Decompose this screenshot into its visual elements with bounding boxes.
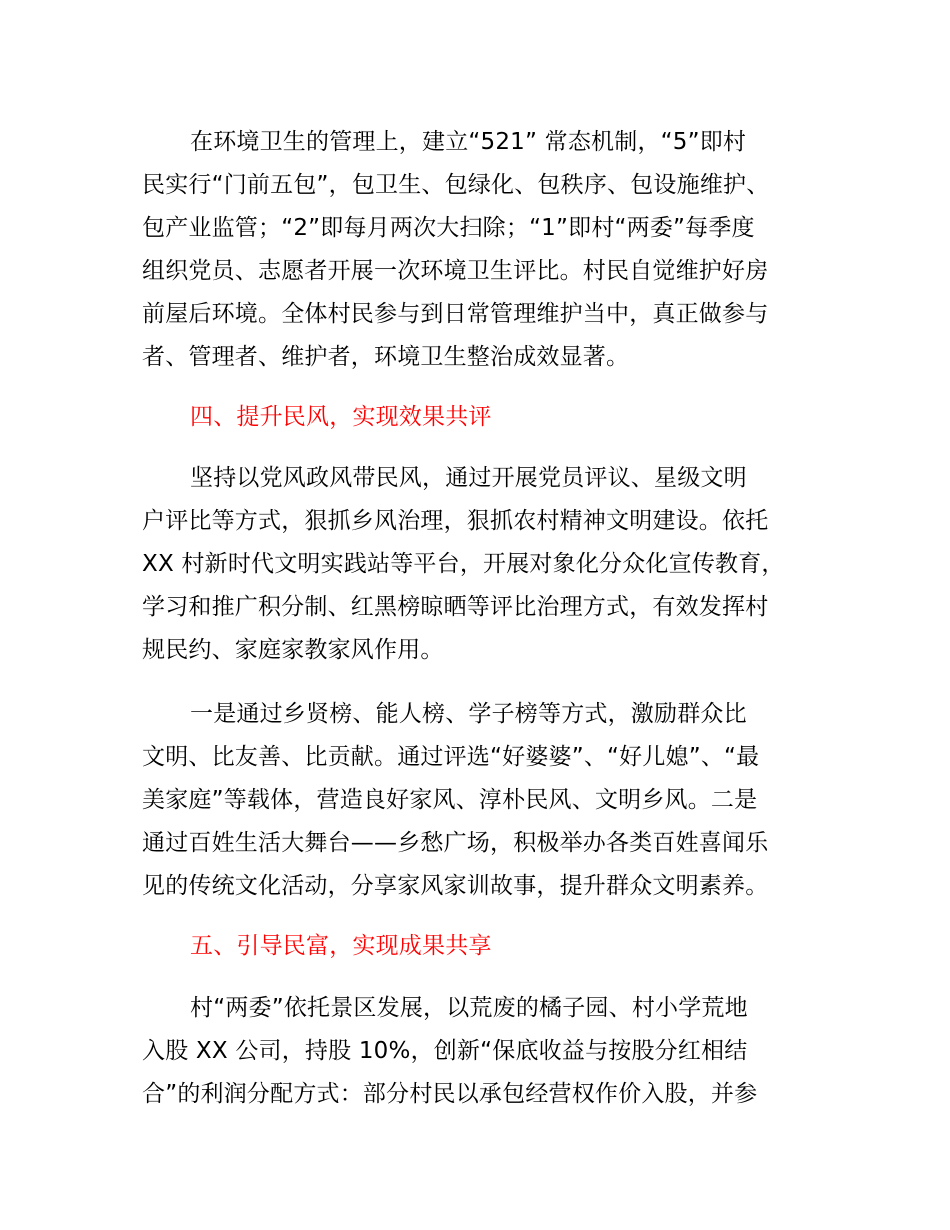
paragraph-1-line-5: 前屋后环境。全体村民参与到日常管理维护当中，真正做参与 — [142, 301, 769, 327]
paragraph-1-line-6: 者、管理者、维护者，环境卫生整治成效显著。 — [142, 344, 630, 370]
paragraph-4-line-1: 村“两委”依托景区发展，以荒废的橘子园、村小学荒地 — [190, 995, 748, 1021]
paragraph-1-line-3: 包产业监管；“2”即每月两次大扫除；“1”即村“两委”每季度 — [142, 215, 755, 241]
paragraph-1-line-2: 民实行“门前五包”，包卫生、包绿化、包秩序、包设施维护、 — [142, 172, 770, 198]
paragraph-3-line-1: 一是通过乡贤榜、能人榜、学子榜等方式，激励群众比 — [190, 701, 747, 727]
section-heading-5: 五、引导民富，实现成果共享 — [190, 933, 492, 959]
paragraph-1-line-4: 组织党员、志愿者开展一次环境卫生评比。村民自觉维护好房 — [142, 258, 769, 284]
section-heading-4: 四、提升民风，实现效果共评 — [190, 404, 492, 430]
paragraph-2-line-2: 户评比等方式，狠抓乡风治理，狠抓农村精神文明建设。依托 — [142, 508, 769, 534]
paragraph-4-line-3: 合”的利润分配方式：部分村民以承包经营权作价入股，并参 — [142, 1081, 758, 1107]
paragraph-3-line-4: 通过百姓生活大舞台——乡愁广场，积极举办各类百姓喜闻乐 — [142, 830, 769, 856]
paragraph-1-line-1: 在环境卫生的管理上，建立“521” 常态机制，“5”即村 — [190, 129, 747, 155]
paragraph-3-line-2: 文明、比友善、比贡献。通过评选“好婆婆”、“好儿媳”、“最 — [142, 744, 760, 770]
paragraph-2-line-1: 坚持以党风政风带民风，通过开展党员评议、星级文明 — [190, 465, 747, 491]
paragraph-2-line-4: 学习和推广积分制、红黑榜晾晒等评比治理方式，有效发挥村 — [142, 594, 769, 620]
paragraph-2-line-3: XX 村新时代文明实践站等平台，开展对象化分众化宣传教育， — [142, 551, 785, 577]
paragraph-4-line-2: 入股 XX 公司，持股 10%，创新“保底收益与按股分红相结 — [142, 1038, 748, 1064]
paragraph-2-line-5: 规民约、家庭家教家风作用。 — [142, 637, 444, 663]
paragraph-3-line-5: 见的传统文化活动，分享家风家训故事，提升群众文明素养。 — [142, 873, 769, 899]
paragraph-3-line-3: 美家庭”等载体，营造良好家风、淳朴民风、文明乡风。二是 — [142, 787, 758, 813]
